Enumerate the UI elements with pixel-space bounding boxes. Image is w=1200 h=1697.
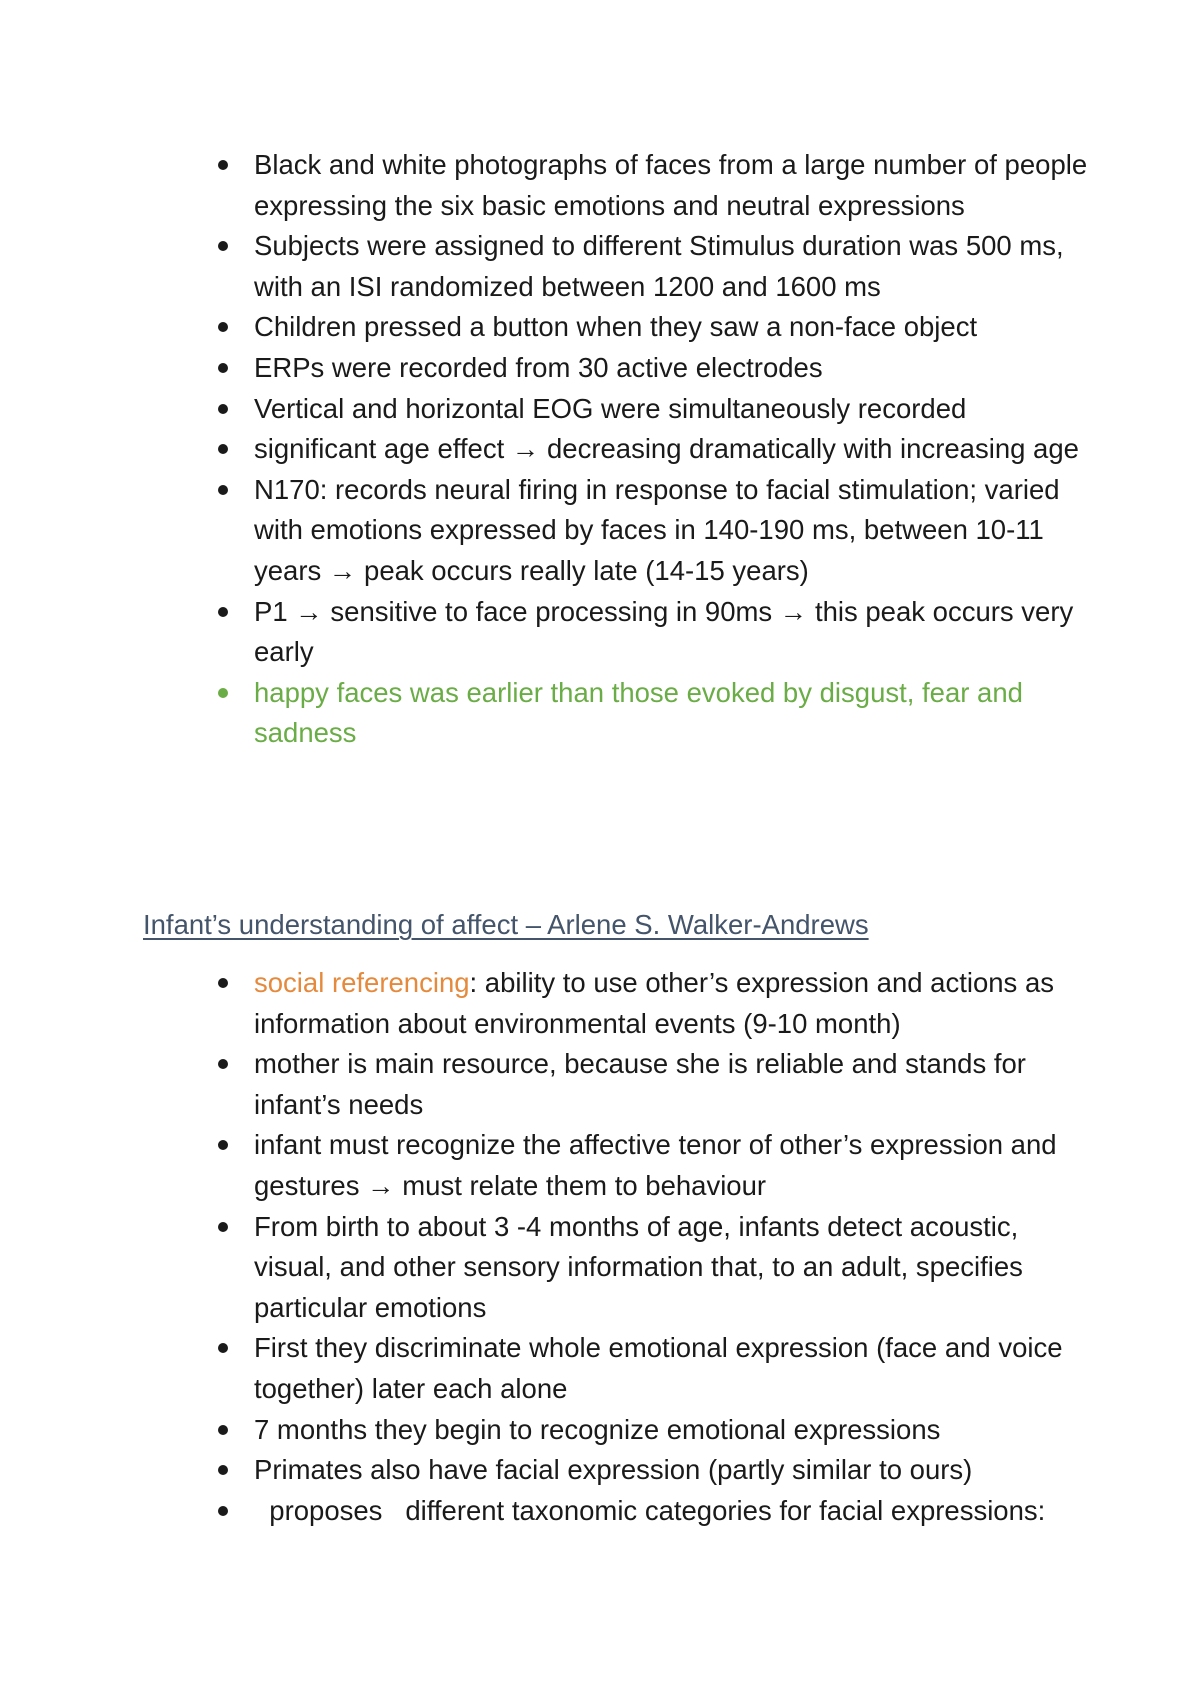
bullet-dot-icon [218,241,228,251]
list-item [212,963,1092,1044]
bullet-dot-icon [218,485,228,495]
list-item [212,429,1092,470]
list-item-text: 7 months they begin to recognize emotional expressions [254,1413,941,1445]
list-item-text: significant age effect → decreasing dramatically with increasing age [254,433,1079,465]
list-item-text: Primates also have facial expression (partly similar to ours) [254,1454,973,1486]
bullet-dot-icon [218,160,228,170]
bullet-dot-icon [218,978,228,988]
list-item [212,1491,1092,1532]
list-item-text: ERPs were recorded from 30 active electrodes [254,351,823,383]
list-item-text: mother is main resource, because she is reliable and stands for infant’s needs [254,1048,1026,1120]
list-item-text: infant must recognize the affective tenor of other’s expression and gestures → must relate them to behaviour [254,1129,1057,1201]
list-item-highlighted [212,673,1092,754]
list-item-text: Vertical and horizontal EOG were simultaneously recorded [254,392,967,424]
bullet-dot-icon [218,607,228,617]
list-item [212,348,1092,389]
bullet-dot-icon [218,444,228,454]
list-item-text: Children pressed a button when they saw a non-face object [254,311,978,343]
list-item [212,389,1092,430]
section-heading: Infant’s understanding of affect – Arlene S. Walker-Andrews [143,909,869,940]
list-item-text: P1 → sensitive to face processing in 90ms → this peak occurs very early [254,595,1074,668]
list-item [212,1044,1092,1125]
list-item [212,307,1092,348]
list-item-text: proposes different taxonomic categories for facial expressions: [254,1494,1046,1526]
bullet-dot-icon [218,1140,228,1150]
list-item [212,470,1092,592]
list-item-text: Black and white photographs of faces from a large number of people expressing the six basic emotions and neutral expressions [254,149,1088,221]
bullet-dot-icon [218,1059,228,1069]
bullet-dot-icon [218,404,228,414]
bullet-list-infant-affect [212,963,1092,1531]
list-item [212,1450,1092,1491]
list-item [212,145,1092,226]
bullet-dot-icon [218,1465,228,1475]
list-item [212,1125,1092,1206]
bullet-dot-icon [218,1425,228,1435]
list-item [212,1328,1092,1409]
bullet-dot-icon [218,1222,228,1232]
bullet-dot-icon [218,363,228,373]
list-item-text: First they discriminate whole emotional expression (face and voice together) later each alone [254,1332,1063,1404]
list-item-text: From birth to about 3 -4 months of age, infants detect acoustic, visual, and other sensory information that, to an adult, specifies particular emotions [254,1210,1023,1323]
term-social-referencing: social referencing [254,967,470,998]
bullet-list-eeg-study [212,145,1092,754]
list-item-text: happy faces was earlier than those evoked by disgust, fear and sadness [254,676,1023,749]
bullet-dot-icon [218,1506,228,1516]
bullet-dot-icon [218,688,228,698]
bullet-dot-icon [218,1343,228,1353]
list-item [212,592,1092,673]
list-item-text: Subjects were assigned to different Stimulus duration was 500 ms, with an ISI randomized between 1200 and 1600 ms [254,230,1064,302]
list-item [212,1410,1092,1451]
list-item-text: : ability to use other’s expression and actions as information about environmental events (9-10 month) [254,967,1054,1039]
list-item-text: N170: records neural firing in response to facial stimulation; varied with emotions expressed by faces in 140-190 ms, between 10-11 years → peak occurs really late (14-15 years) [254,473,1060,586]
list-item [212,226,1092,307]
list-item [212,1207,1092,1329]
bullet-dot-icon [218,322,228,332]
